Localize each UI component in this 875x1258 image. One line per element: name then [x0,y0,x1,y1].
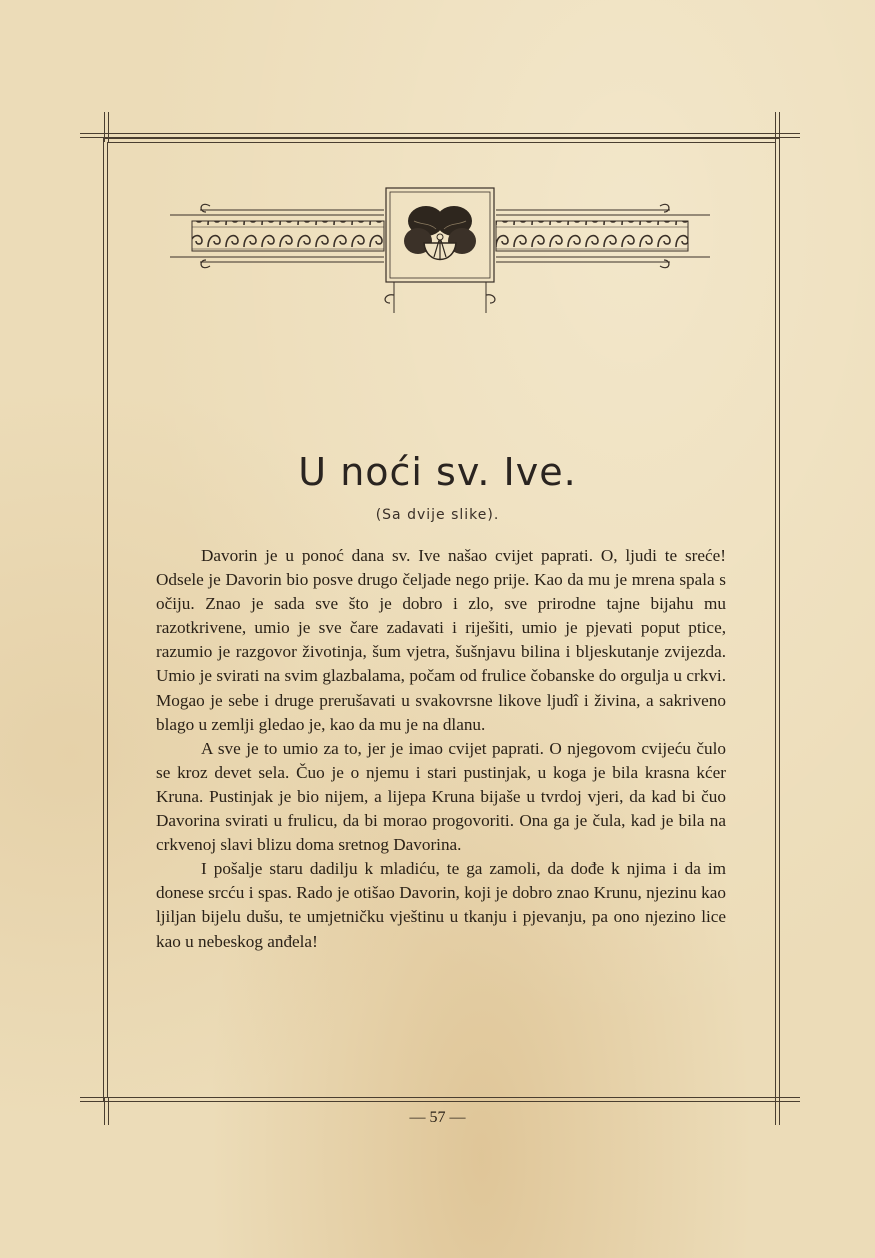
page-subtitle: (Sa dvije slike). [375,507,500,523]
paragraph: A sve je to umio za to, jer je imao cvijet paprati. O njegovom cvijeću čulo se kroz devet sela. Čuo je o njemu i stari pustinjak, u koga je bila krasna kćer Kruna. Pustinjak je bio nijem, a lijepa Kruna bijaše u tvrdoj vjeri, da kad bi čuo Davorina svirati u frulicu, da bi morao progovoriti. Ona ga je čula, kad je bila na crkvenoj slavi blizu doma sretnog Davorina. [156,738,726,855]
page-number: — 57 — [409,1109,466,1126]
header-ornament [170,185,710,315]
top-rule [80,133,800,134]
page-title: U noći sv. Ive. [298,450,577,494]
paragraph: Davorin je u ponoć dana sv. Ive našao cvijet paprati. O, ljudi te sreće! Odsele je Davorin bio posve drugo čeljade nego prije. Kao da mu je mrena spala s očiju. Znao je sada sve što je dobro i zlo, sve prirodne tajne bijahu mu razotkrivene, umio je sve čare zadavati i riješiti, umio je pjevati poput ptice, razumio je razgovor životinja, šum vjetra, šušnjavu bilina i bljeskutanje zvijezda. Umio je svirati na svim glazbalama, počam od frulice čobanske do orgulja u crkvi. Mogao je sebe i druge prerušavati u svakovrsne likove ljudî i živina, a sakriveno blago u zemlji gledao je, kao da mu je na dlanu. [156,546,726,734]
paragraph: I pošalje staru dadilju k mladiću, te ga zamoli, da dođe k njima i da im donese srcću i spas. Rado je otišao Davorin, koji je dobro znao Krunu, njezinu kao ljiljan bijelu dušu, te umjetničku vještinu u tkanju i pjevanju, pa ono njezino lice kao u nebeskog anđela! [156,859,726,951]
pansy-flower-icon [404,206,476,260]
body-text [156,544,726,954]
